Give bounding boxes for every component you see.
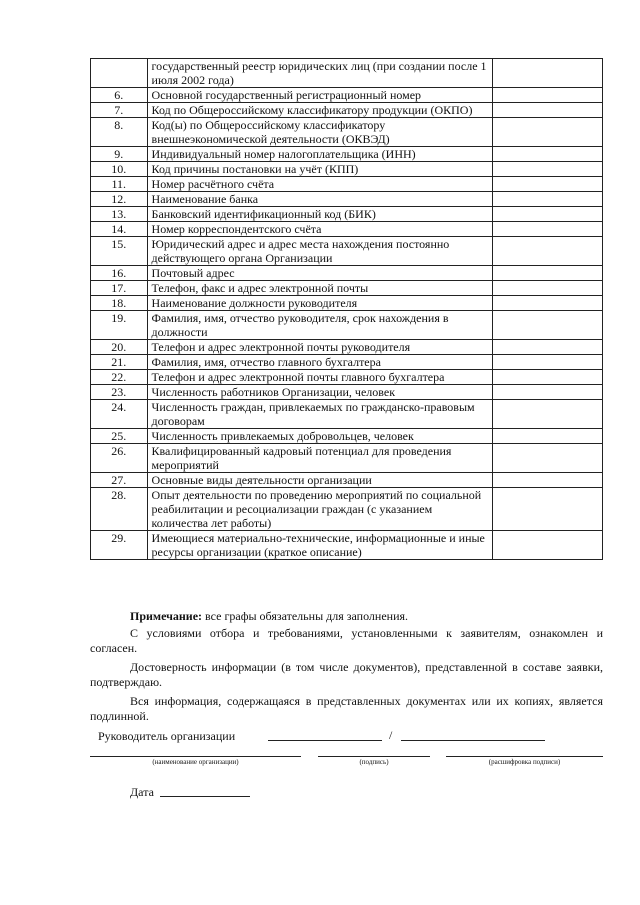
table-row xyxy=(91,192,603,207)
row-value-cell[interactable] xyxy=(492,311,602,340)
row-value-cell[interactable] xyxy=(492,222,602,237)
table-row xyxy=(91,488,603,531)
row-number: 29. xyxy=(91,531,148,560)
row-label: Численность работников Организации, человек xyxy=(147,385,492,400)
table-row xyxy=(91,311,603,340)
confirm-paragraph: Достоверность информации (в том числе документов), представленной в составе заявки, подтверждаю. xyxy=(90,660,603,689)
table-row xyxy=(91,370,603,385)
row-value-cell[interactable] xyxy=(492,296,602,311)
row-number: 9. xyxy=(91,147,148,162)
signature-decode-blank-line[interactable] xyxy=(401,740,545,741)
row-label: Телефон и адрес электронной почты руководителя xyxy=(147,340,492,355)
row-value-cell[interactable] xyxy=(492,162,602,177)
row-label: Наименование банка xyxy=(147,192,492,207)
table-row xyxy=(91,162,603,177)
row-value-cell[interactable] xyxy=(492,355,602,370)
row-label: Код по Общероссийскому классификатору продукции (ОКПО) xyxy=(147,103,492,118)
row-label: Имеющиеся материально-технические, информационные и иные ресурсы организации (краткое описание) xyxy=(147,531,492,560)
table-row xyxy=(91,281,603,296)
row-value-cell[interactable] xyxy=(492,531,602,560)
row-label: государственный реестр юридических лиц (при создании после 1 июля 2002 года) xyxy=(147,59,492,88)
row-value-cell[interactable] xyxy=(492,266,602,281)
row-number: 11. xyxy=(91,177,148,192)
date-label: Дата xyxy=(130,785,154,799)
caption-decode: (расшифровка подписи) xyxy=(488,758,561,766)
table-row xyxy=(91,296,603,311)
row-label: Банковский идентификационный код (БИК) xyxy=(147,207,492,222)
row-label: Основные виды деятельности организации xyxy=(147,473,492,488)
row-label: Код причины постановки на учёт (КПП) xyxy=(147,162,492,177)
table-row xyxy=(91,429,603,444)
row-value-cell[interactable] xyxy=(492,281,602,296)
row-number: 20. xyxy=(91,340,148,355)
row-value-cell[interactable] xyxy=(492,429,602,444)
row-number xyxy=(91,59,148,88)
row-label: Численность граждан, привлекаемых по гражданско-правовым договорам xyxy=(147,400,492,429)
consent-paragraph: С условиями отбора и требованиями, установленными к заявителям, ознакомлен и согласен. xyxy=(90,626,603,655)
row-number: 7. xyxy=(91,103,148,118)
row-label: Индивидуальный номер налогоплательщика (ИНН) xyxy=(147,147,492,162)
org-name-line[interactable] xyxy=(90,756,301,757)
row-value-cell[interactable] xyxy=(492,385,602,400)
row-number: 18. xyxy=(91,296,148,311)
note-label: Примечание: xyxy=(130,609,203,623)
row-label: Фамилия, имя, отчество руководителя, срок нахождения в должности xyxy=(147,311,492,340)
organization-info-table xyxy=(90,58,603,560)
row-value-cell[interactable] xyxy=(492,340,602,355)
note-paragraph xyxy=(90,609,603,624)
table-row xyxy=(91,147,603,162)
row-value-cell[interactable] xyxy=(492,400,602,429)
row-label: Фамилия, имя, отчество главного бухгалтера xyxy=(147,355,492,370)
table-row xyxy=(91,59,603,88)
table-row xyxy=(91,444,603,473)
row-value-cell[interactable] xyxy=(492,237,602,266)
table-row xyxy=(91,207,603,222)
row-number: 8. xyxy=(91,118,148,147)
row-value-cell[interactable] xyxy=(492,118,602,147)
row-value-cell[interactable] xyxy=(492,207,602,222)
row-label: Юридический адрес и адрес места нахождения постоянно действующего органа Организации xyxy=(147,237,492,266)
table-row xyxy=(91,473,603,488)
table-row xyxy=(91,340,603,355)
row-number: 16. xyxy=(91,266,148,281)
row-number: 25. xyxy=(91,429,148,444)
row-value-cell[interactable] xyxy=(492,370,602,385)
row-label: Номер расчётного счёта xyxy=(147,177,492,192)
row-label: Телефон и адрес электронной почты главного бухгалтера xyxy=(147,370,492,385)
row-label: Почтовый адрес xyxy=(147,266,492,281)
table-row xyxy=(91,237,603,266)
date-blank-line[interactable] xyxy=(160,796,250,797)
row-label: Код(ы) по Общероссийскому классификатору внешнеэкономической деятельности (ОКВЭД) xyxy=(147,118,492,147)
row-number: 26. xyxy=(91,444,148,473)
row-value-cell[interactable] xyxy=(492,444,602,473)
table-row xyxy=(91,400,603,429)
table-row xyxy=(91,118,603,147)
table-row xyxy=(91,88,603,103)
table-row xyxy=(91,222,603,237)
row-number: 6. xyxy=(91,88,148,103)
row-number: 14. xyxy=(91,222,148,237)
signature-slash: / xyxy=(389,728,393,742)
row-label: Номер корреспондентского счёта xyxy=(147,222,492,237)
table-row xyxy=(91,355,603,370)
row-number: 15. xyxy=(91,237,148,266)
table-row xyxy=(91,266,603,281)
row-number: 22. xyxy=(91,370,148,385)
row-number: 12. xyxy=(91,192,148,207)
table-row xyxy=(91,177,603,192)
row-label: Квалифицированный кадровый потенциал для проведения мероприятий xyxy=(147,444,492,473)
table-row xyxy=(91,103,603,118)
row-number: 19. xyxy=(91,311,148,340)
row-number: 21. xyxy=(91,355,148,370)
table-row xyxy=(91,531,603,560)
row-number: 10. xyxy=(91,162,148,177)
table-row xyxy=(91,385,603,400)
row-number: 23. xyxy=(91,385,148,400)
decode-line[interactable] xyxy=(446,756,603,757)
row-label: Телефон, факс и адрес электронной почты xyxy=(147,281,492,296)
row-label: Численность привлекаемых добровольцев, человек xyxy=(147,429,492,444)
table-body xyxy=(91,59,603,560)
row-value-cell[interactable] xyxy=(492,59,602,88)
row-number: 13. xyxy=(91,207,148,222)
row-number: 24. xyxy=(91,400,148,429)
row-value-cell[interactable] xyxy=(492,177,602,192)
row-value-cell[interactable] xyxy=(492,473,602,488)
caption-org-name: (наименование организации) xyxy=(152,758,239,766)
row-label: Опыт деятельности по проведению мероприятий по социальной реабилитации и ресоциализации граждан (с указанием количества лет работы) xyxy=(147,488,492,531)
signature-line[interactable] xyxy=(318,756,430,757)
row-label: Наименование должности руководителя xyxy=(147,296,492,311)
note-text: все графы обязательны для заполнения. xyxy=(202,609,409,623)
row-value-cell[interactable] xyxy=(492,88,602,103)
signature-label: Руководитель организации xyxy=(98,729,236,743)
caption-signature: (подпись) xyxy=(359,758,389,766)
notes-section xyxy=(90,609,603,728)
row-value-cell[interactable] xyxy=(492,147,602,162)
row-number: 27. xyxy=(91,473,148,488)
row-value-cell[interactable] xyxy=(492,103,602,118)
signature-blank-line[interactable] xyxy=(268,740,382,741)
row-value-cell[interactable] xyxy=(492,488,602,531)
row-number: 28. xyxy=(91,488,148,531)
authentic-paragraph: Вся информация, содержащаяся в представленных документах или их копиях, является подлинной. xyxy=(90,694,603,723)
row-value-cell[interactable] xyxy=(492,192,602,207)
row-number: 17. xyxy=(91,281,148,296)
row-label: Основной государственный регистрационный номер xyxy=(147,88,492,103)
